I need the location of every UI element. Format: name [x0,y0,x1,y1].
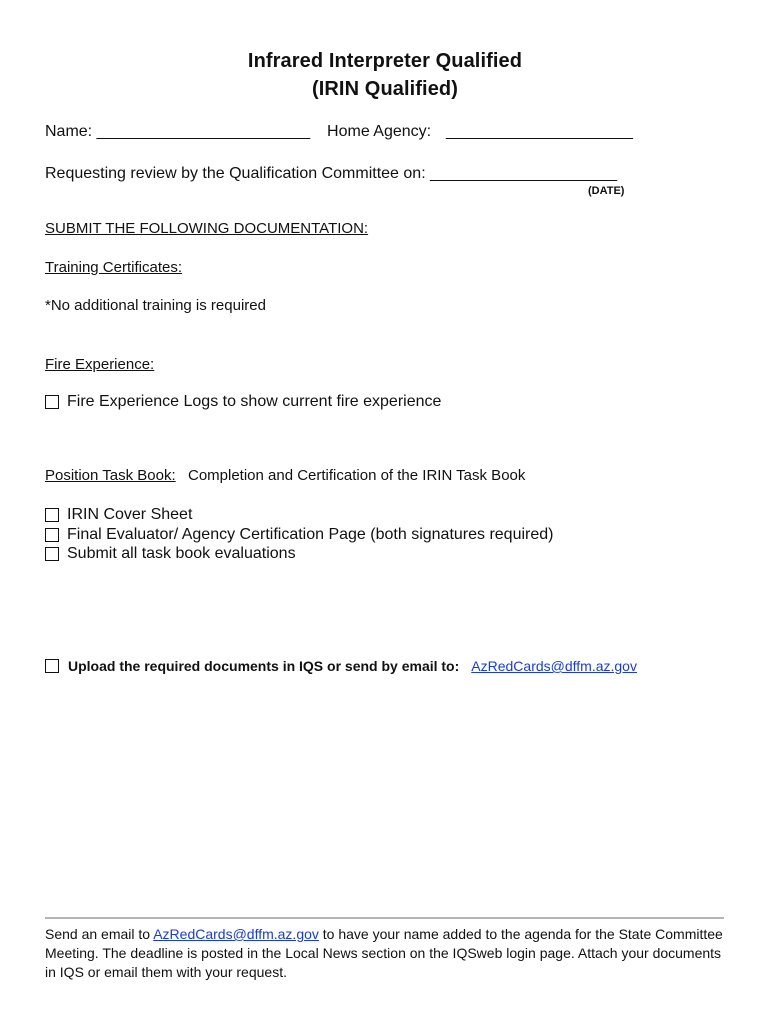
upload-row[interactable] [45,658,637,674]
date-note: (DATE) [588,185,625,197]
checkbox[interactable] [45,508,59,522]
ptb-heading: Position Task Book: [45,467,176,484]
submit-heading: SUBMIT THE FOLLOWING DOCUMENTATION: [45,220,369,237]
training-heading: Training Certificates: [45,259,182,276]
ptb-item-label: Final Evaluator/ Agency Certification Page (both signatures required) [67,526,554,543]
footer-divider [45,917,724,919]
checkbox[interactable] [45,659,59,673]
review-date-row [45,165,617,183]
form-title: Infrared Interpreter Qualified [247,50,523,72]
training-note: *No additional training is required [45,297,266,314]
footer-pre: Send an email to [45,926,151,942]
checkbox[interactable] [45,528,59,542]
footer-post: to have your name added to the agenda for the State Committee Meeting. The deadline is posted in the Local News section on the IQSweb login page. Attach your documents in IQS or email them with your request. [45,926,723,980]
upload-instruction: Upload the required documents in IQS or send by email to: [68,658,460,674]
review-label: Requesting review by the Qualification Committee on: [45,165,426,182]
footer-note [45,925,725,982]
ptb-item[interactable] [45,545,296,563]
ptb-row [45,467,525,484]
fire-heading: Fire Experience: [45,356,155,373]
name-field[interactable]: ________________________ [96,123,311,140]
home-agency-label: Home Agency: [327,123,432,140]
name-agency-row [45,123,633,141]
form-subtitle: (IRIN Qualified) [311,78,459,100]
review-date-field[interactable]: _____________________ [430,165,617,182]
ptb-description: Completion and Certification of the IRIN Task Book [187,467,526,484]
footer-email-link[interactable]: AzRedCards@dffm.az.gov [153,926,319,942]
home-agency-field[interactable]: _____________________ [446,123,633,140]
upload-email-link[interactable]: AzRedCards@dffm.az.gov [471,658,637,674]
checkbox[interactable] [45,395,59,409]
ptb-item-label: IRIN Cover Sheet [67,506,193,523]
ptb-item[interactable] [45,506,192,524]
checkbox[interactable] [45,547,59,561]
fire-item[interactable] [45,393,441,411]
ptb-item[interactable] [45,526,553,544]
name-label: Name: [45,123,93,140]
fire-item-label: Fire Experience Logs to show current fire experience [67,393,442,410]
ptb-item-label: Submit all task book evaluations [67,545,296,562]
